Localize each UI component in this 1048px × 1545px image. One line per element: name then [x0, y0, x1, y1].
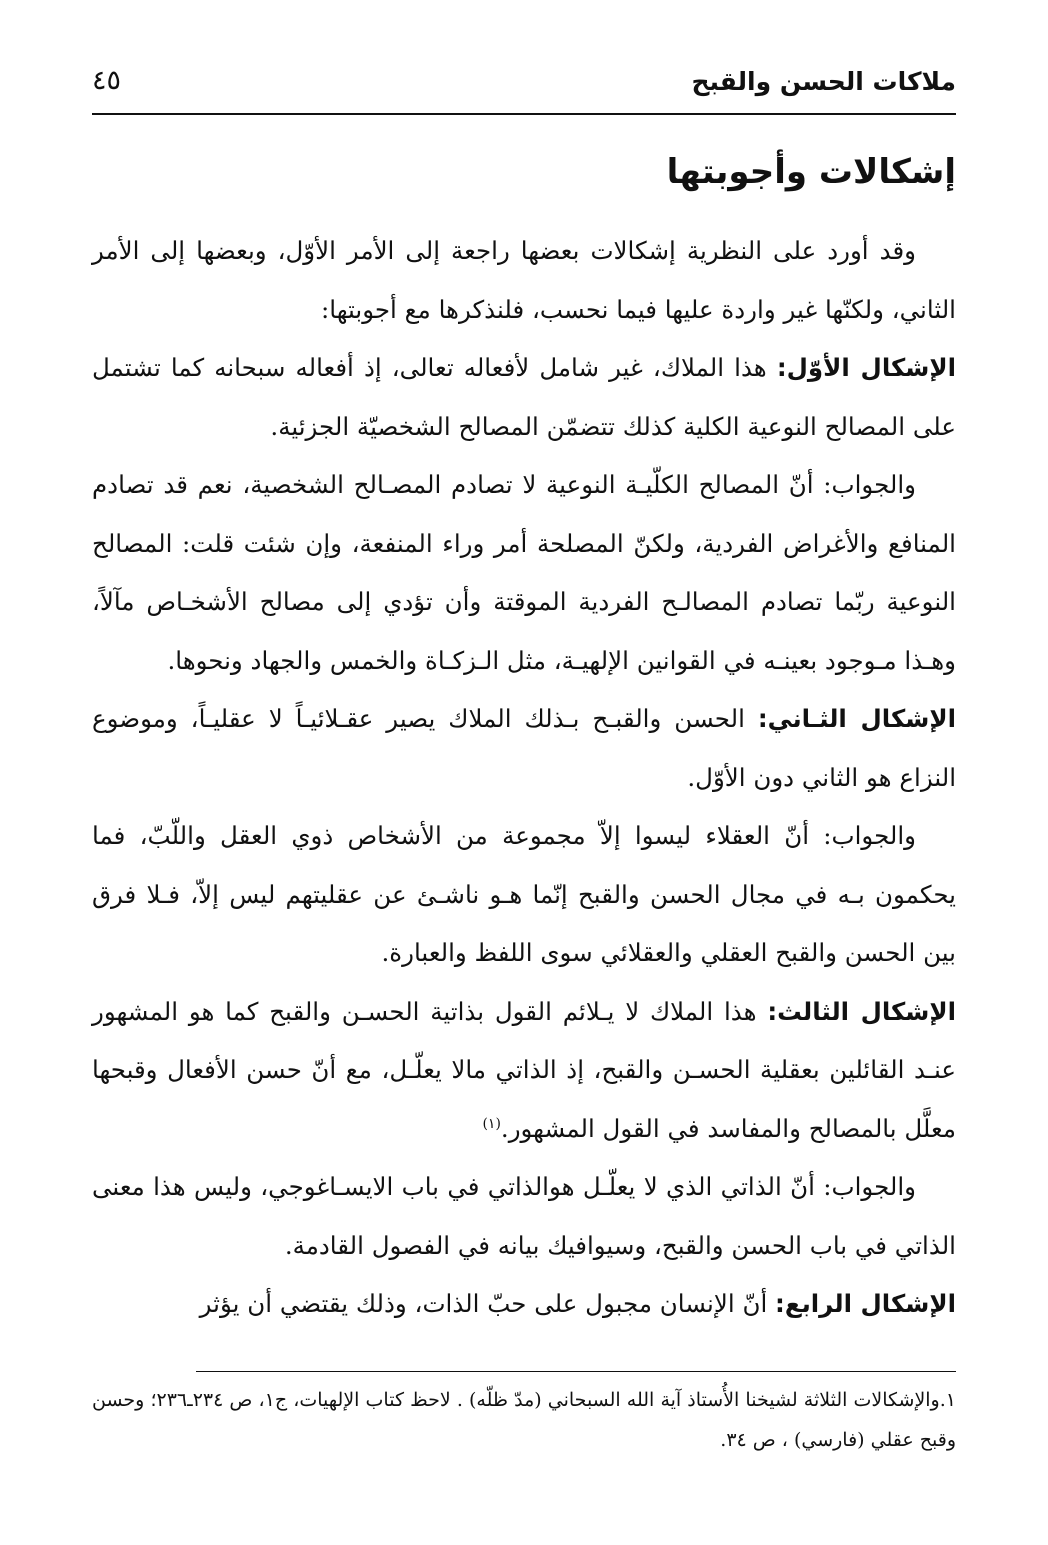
running-title: ملاكات الحسن والقبح	[691, 67, 956, 96]
body-text	[92, 222, 956, 1334]
header-divider	[92, 113, 956, 115]
paragraph-third-answer: والجواب: أنّ الذاتي الذي لا يعلّـل هوالذاتي في باب الايسـاغوجي، وليس هذا معنى الذاتي في باب الحسن والقبح، وسيوافيك بيانه في الفصول القادمة.	[92, 1172, 956, 1260]
objection-term: الإشكال الرابع:	[775, 1289, 956, 1318]
objection-text: أنّ الإنسان مجبول على حبّ الذات، وذلك يقتضي أن يؤثر	[199, 1289, 776, 1318]
page-number: ٤٥	[92, 65, 122, 96]
footnote-divider	[196, 1371, 956, 1372]
paragraph-fourth-objection	[92, 1275, 956, 1334]
objection-text: هذا الملاك، غير شامل لأفعاله تعالى، إذ أفعاله سبحانه كما تشتمل على المصالح النوعية الكلية كذلك تتضمّن المصالح الشخصيّة الجزئية.	[92, 353, 956, 441]
objection-term: الإشكال الأوّل:	[776, 353, 956, 382]
paragraph-intro: وقد أورد على النظرية إشكالات بعضها راجعة إلى الأمر الأوّل، وبعضها إلى الأمر الثاني، ولكنّها غير واردة عليها فيما نحسب، فلنذكرها مع أجوبتها:	[92, 236, 956, 324]
objection-text: هذا الملاك لا يـلائم القول بذاتية الحسـن والقبح كما هو المشهور عنـد القائلين بعقلية الحسـن والقبح، إذ الذاتي مالا يعلّـل، مع أنّ حسن الأفعال وقبحها معلَّل بالمصالح والمفاسد في القول المشهور.	[92, 996, 956, 1143]
paragraph-first-answer: والجواب: أنّ المصالح الكلّيـة النوعية لا تصادم المصـالح الشخصية، نعم قد تصادم المنافع والأغراض الفردية، ولكنّ المصلحة أمر وراء المنفعة، وإن شئت قلت: المصالح النوعية ربّما تصادم المصالـح الفردية الموقتة وأن تؤدي إلى مصالح الأشخـاص مآلاً، وهـذا مـوجود بعينـه في القوانين الإلهيـة، مثل الـزكـاة والخمس والجهاد ونحوها.	[92, 470, 956, 675]
objection-term: الإشكال الثالث:	[767, 996, 957, 1026]
objection-term: الإشكال الثـاني:	[757, 704, 956, 733]
paragraph-second-answer: والجواب: أنّ العقلاء ليسوا إلاّ مجموعة من الأشخاص ذوي العقل واللّبّ، فما يحكمون بـه في مجال الحسن والقبح إنّما هـو ناشـئ عن عقليتهم ليس إلاّ، فـلا فرق بين الحسن والقبح العقلي والعقلائي سوى اللفظ والعبارة.	[92, 821, 956, 967]
running-header	[92, 56, 956, 96]
paragraph-first-objection	[92, 339, 956, 456]
footnotes	[92, 1380, 956, 1460]
footnote-1: ١.والإشكالات الثلاثة لشيخنا الأُستاذ آية الله السبحاني (مدّ ظلّه) . لاحظ كتاب الإلهيات، ج١، ص ٢٣٤ـ٢٣٦؛ وحسن وقبح عقلي (فارسي) ، ص ٣٤.	[92, 1389, 956, 1451]
footnote-reference[interactable]: (١)	[482, 1115, 501, 1132]
objection-text: الحسن والقبـح بـذلك الملاك يصير عقـلائيـاً لا عقليـاً، وموضوع النزاع هو الثاني دون الأوّل.	[92, 704, 956, 792]
paragraph-third-objection	[92, 983, 956, 1159]
section-heading: إشكالات وأجوبتها	[666, 152, 956, 192]
paragraph-second-objection	[92, 690, 956, 807]
